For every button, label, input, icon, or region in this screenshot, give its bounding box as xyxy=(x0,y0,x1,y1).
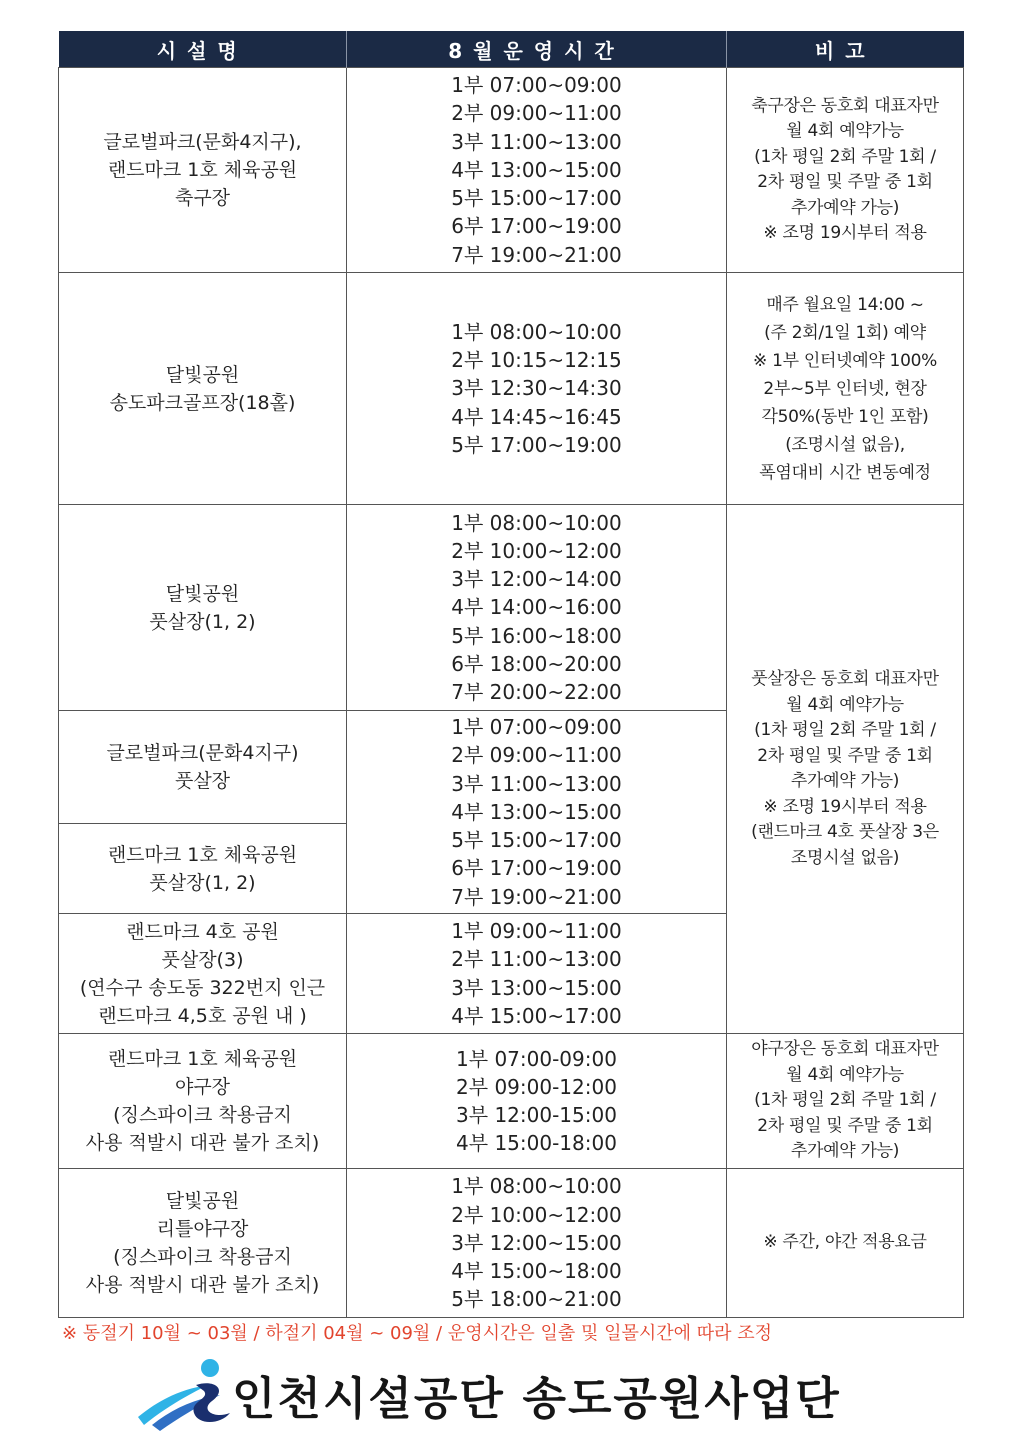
note-line: (랜드마크 4호 풋살장 3은 xyxy=(751,822,939,842)
time-slot: 7부 20:00~22:00 xyxy=(451,680,622,704)
facility-line: 풋살장 xyxy=(174,770,231,792)
time-slot: 4부 15:00~17:00 xyxy=(451,1003,622,1028)
facility-line: 랜드마크 4,5호 공원 내 ) xyxy=(98,1004,307,1027)
note-line: 폭염대비 시간 변동예정 xyxy=(759,462,931,483)
time-slot: 3부 13:00~15:00 xyxy=(451,975,622,1000)
time-slot: 7부 19:00~21:00 xyxy=(451,242,622,267)
table-row xyxy=(59,505,964,711)
note-line: 추가예약 가능) xyxy=(790,197,900,218)
note-line: 2차 평일 및 주말 중 1회 xyxy=(757,172,933,192)
facility-line: 풋살장(1, 2) xyxy=(149,610,256,633)
note-line: ※ 조명 19시부터 적용 xyxy=(763,223,927,243)
hours-cell xyxy=(347,1169,727,1318)
facility-cell xyxy=(59,711,347,824)
time-slot: 1부 07:00-09:00 xyxy=(456,1046,617,1071)
time-slot: 2부 10:15~12:15 xyxy=(451,348,622,373)
note-line: (1차 평일 2회 주말 1회 / xyxy=(754,146,936,167)
time-slot: 3부 12:00-15:00 xyxy=(456,1103,617,1127)
time-slot: 4부 14:00~16:00 xyxy=(451,595,622,620)
note-cell xyxy=(727,1169,964,1318)
note-line: (1차 평일 2회 주말 1회 / xyxy=(754,1090,936,1111)
facility-cell xyxy=(59,914,347,1034)
table-row xyxy=(59,68,964,273)
note-line: 추가예약 가능) xyxy=(790,771,900,791)
time-slot: 5부 15:00~17:00 xyxy=(451,186,622,211)
note-line: ※ 1부 인터넷예약 100% xyxy=(753,350,937,371)
hours-cell xyxy=(347,914,727,1034)
time-slot: 6부 17:00~19:00 xyxy=(451,856,622,881)
note-line: 축구장은 동호회 대표자만 xyxy=(751,95,939,116)
time-slot: 2부 10:00~12:00 xyxy=(451,1202,622,1227)
organization-logo xyxy=(130,1355,920,1433)
time-slot: 5부 15:00~17:00 xyxy=(451,828,622,853)
time-slot: 6부 18:00~20:00 xyxy=(451,651,622,676)
note-line: 2차 평일 및 주말 중 1회 xyxy=(757,745,933,766)
time-slot: 2부 10:00~12:00 xyxy=(451,538,622,563)
hours-cell xyxy=(347,711,727,914)
facility-schedule-table xyxy=(58,31,964,1318)
note-line: 월 4회 예약가능 xyxy=(786,694,904,715)
facility-cell xyxy=(59,824,347,914)
facility-line: 사용 적발시 대관 불가 조치) xyxy=(85,1274,320,1296)
header-note: 비고 xyxy=(727,31,964,68)
note-line: (1차 평일 2회 주말 1회 / xyxy=(754,720,936,740)
hours-cell xyxy=(347,68,727,273)
facility-line: 풋살장(1, 2) xyxy=(149,871,256,894)
time-slot: 2부 09:00~11:00 xyxy=(451,101,622,126)
note-line: ※ 주간, 야간 적용요금 xyxy=(763,1232,927,1253)
table-row xyxy=(59,273,964,505)
note-line: (조명시설 없음), xyxy=(785,434,905,455)
note-line: 2차 평일 및 주말 중 1회 xyxy=(757,1115,933,1136)
facility-line: 리틀야구장 xyxy=(156,1218,249,1240)
note-line: 풋살장은 동호회 대표자만 xyxy=(751,669,939,689)
facility-line: (징스파이크 착용금지 xyxy=(113,1246,292,1268)
facility-cell xyxy=(59,1169,347,1318)
time-slot: 1부 09:00~11:00 xyxy=(451,919,622,944)
time-slot: 3부 12:00~14:00 xyxy=(451,567,622,592)
facility-line: 랜드마크 1호 체육공원 xyxy=(107,159,298,181)
note-cell xyxy=(727,505,964,1034)
time-slot: 1부 08:00~10:00 xyxy=(451,319,622,344)
note-line: 각50%(동반 1인 포함) xyxy=(761,406,929,427)
facility-line: 사용 적발시 대관 불가 조치) xyxy=(85,1132,320,1154)
time-slot: 2부 09:00-12:00 xyxy=(456,1074,617,1099)
facility-line: 랜드마크 1호 체육공원 xyxy=(107,1048,298,1070)
header-hours: 8월운영시간 xyxy=(347,31,727,68)
facility-line: 랜드마크 1호 체육공원 xyxy=(107,843,298,866)
season-footnote: ※ 동절기 10월 ~ 03월 / 하절기 04월 ~ 09월 / 운영시간은 일출 및 일몰시간에 따라 조정 xyxy=(62,1323,773,1344)
time-slot: 2부 11:00~13:00 xyxy=(451,947,622,972)
table-header-row xyxy=(59,31,964,68)
note-cell xyxy=(727,1034,964,1169)
facility-line: 달빛공원 xyxy=(165,582,240,605)
note-line: 추가예약 가능) xyxy=(790,1141,900,1162)
facility-line: 송도파크골프장(18홀) xyxy=(109,391,296,414)
time-slot: 3부 11:00~13:00 xyxy=(451,129,622,154)
time-slot: 1부 08:00~10:00 xyxy=(451,1174,622,1199)
time-slot: 4부 13:00~15:00 xyxy=(451,157,622,182)
incheon-facilities-logo-icon xyxy=(130,1355,240,1433)
facility-line: 달빛공원 xyxy=(165,363,240,386)
note-line: 매주 월요일 14:00 ~ xyxy=(766,294,924,315)
facility-line: 글로벌파크(문화4지구), xyxy=(103,131,302,153)
facility-cell xyxy=(59,1034,347,1169)
time-slot: 3부 12:30~14:30 xyxy=(451,376,622,401)
note-cell xyxy=(727,273,964,505)
note-cell xyxy=(727,68,964,273)
note-line: 월 4회 예약가능 xyxy=(786,121,904,141)
table-row xyxy=(59,1169,964,1318)
time-slot: 3부 12:00~15:00 xyxy=(451,1230,622,1255)
table-row xyxy=(59,1034,964,1169)
time-slot: 1부 07:00~09:00 xyxy=(451,715,622,740)
facility-line: 랜드마크 4호 공원 xyxy=(126,920,279,943)
facility-line: 글로벌파크(문화4지구) xyxy=(106,742,299,764)
time-slot: 5부 16:00~18:00 xyxy=(451,623,622,648)
time-slot: 1부 08:00~10:00 xyxy=(451,510,622,535)
note-line: (주 2회/1일 1회) 예약 xyxy=(764,322,926,343)
time-slot: 7부 19:00~21:00 xyxy=(451,884,622,909)
note-line: 조명시설 없음) xyxy=(790,847,900,868)
note-line: 월 4회 예약가능 xyxy=(786,1064,904,1085)
time-slot: 3부 11:00~13:00 xyxy=(451,771,622,796)
header-facility: 시설명 xyxy=(59,31,347,68)
facility-cell xyxy=(59,68,347,273)
time-slot: 5부 18:00~21:00 xyxy=(451,1287,622,1312)
time-slot: 4부 14:45~16:45 xyxy=(451,404,622,429)
time-slot: 4부 15:00~18:00 xyxy=(451,1259,622,1284)
facility-cell xyxy=(59,505,347,711)
hours-cell xyxy=(347,1034,727,1169)
hours-cell xyxy=(347,273,727,505)
time-slot: 1부 07:00~09:00 xyxy=(451,73,622,98)
note-line: ※ 조명 19시부터 적용 xyxy=(763,796,927,817)
facility-line: (징스파이크 착용금지 xyxy=(113,1104,292,1126)
time-slot: 4부 13:00~15:00 xyxy=(451,799,622,824)
logo-text: 인천시설공단 송도공원사업단 xyxy=(232,1371,841,1425)
facility-line: (연수구 송도동 322번지 인근 xyxy=(79,976,326,999)
facility-line: 달빛공원 xyxy=(165,1190,240,1212)
note-line: 2부~5부 인터넷, 현장 xyxy=(763,378,927,399)
facility-cell xyxy=(59,273,347,505)
facility-line: 풋살장(3) xyxy=(161,948,244,971)
time-slot: 5부 17:00~19:00 xyxy=(451,432,622,457)
hours-cell xyxy=(347,505,727,711)
time-slot: 2부 09:00~11:00 xyxy=(451,743,622,768)
time-slot: 6부 17:00~19:00 xyxy=(451,214,622,239)
time-slot: 4부 15:00-18:00 xyxy=(456,1131,617,1156)
note-line: 야구장은 동호회 대표자만 xyxy=(751,1039,939,1060)
facility-line: 축구장 xyxy=(174,187,231,209)
facility-line: 야구장 xyxy=(174,1076,231,1098)
